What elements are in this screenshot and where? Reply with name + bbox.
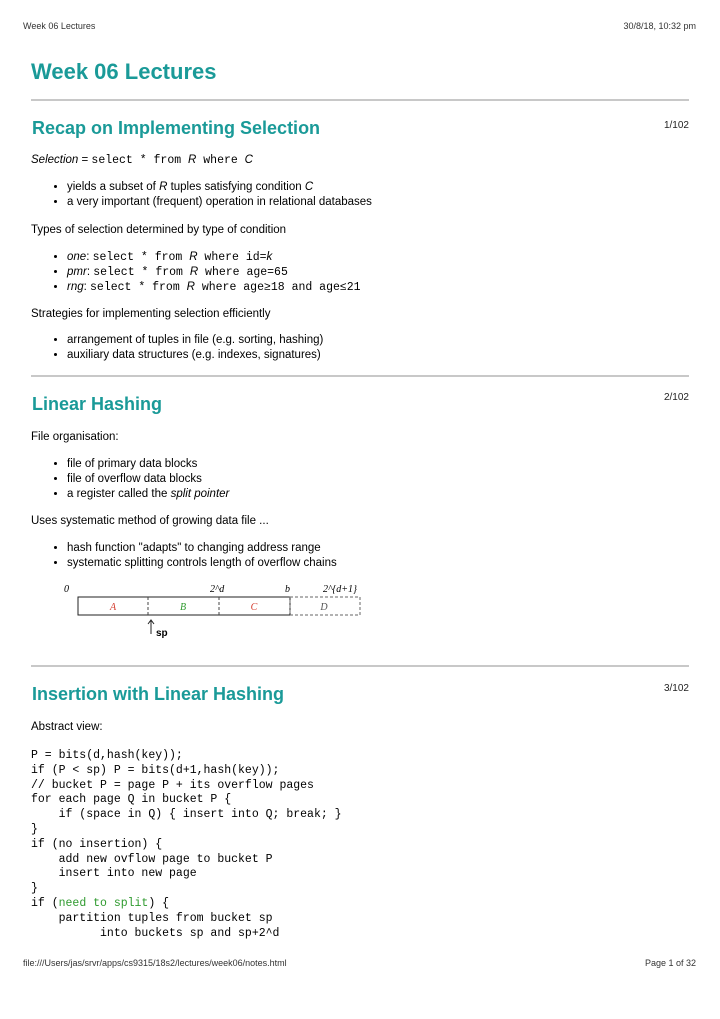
code-fragment: if ( [31,896,59,910]
equals: = [78,154,92,166]
type-name: rng [67,281,84,293]
footer-path: file:///Users/jas/srvr/apps/cs9315/18s2/lectures/week06/notes.html [23,958,287,968]
colon: : [83,281,91,293]
selection-definition [31,153,253,168]
code-line: } [31,882,38,896]
code-line: partition tuples from bucket sp [31,911,273,925]
list-item [67,280,361,295]
slide-number: 1/102 [663,120,689,131]
header-left: Week 06 Lectures [23,21,96,31]
colon: : [86,266,94,278]
selection-label: Selection [31,154,79,166]
split-condition: need to split [58,896,149,910]
list-item: • file of primary data blocks [67,457,229,472]
block-d: D [320,602,328,613]
growth-list [31,541,337,571]
code-fragment: select * from [90,281,187,294]
condition-var: C [304,181,314,193]
code-fragment: ) { [148,896,170,910]
selection-bullets [31,180,372,210]
strategies-intro: Strategies for implementing selection efficiently [31,308,271,320]
type-name: pmr [67,266,87,278]
list-item: • a very important (frequent) operation in relational databases [67,195,372,210]
code-line: } [31,822,38,836]
type-name: one [67,251,87,263]
label-2-pow-d-plus-1: 2^{d+1} [323,584,357,595]
org-intro: File organisation: [31,431,119,443]
text: yields a subset of [67,181,160,193]
insertion-code-block [31,749,342,941]
growth-intro: Uses systematic method of growing data file ... [31,515,269,527]
linear-hashing-diagram [60,580,370,642]
code-line: into buckets sp and sp+2^d [31,926,280,940]
relation-var: R [186,281,195,293]
list-item: • arrangement of tuples in file (e.g. sorting, hashing) [67,333,323,348]
relation-var: R [189,251,198,263]
divider [31,665,689,667]
code-line: if (no insertion) { [31,837,163,851]
label-b: b [285,584,290,595]
code-fragment: select * from [93,266,190,279]
text: tuples satisfying condition [167,181,305,193]
code-fragment: select * from [92,251,190,264]
text: a register called the [67,488,171,500]
relation-var: R [188,154,197,166]
key-var: k [266,251,273,263]
relation-var: R [189,266,199,278]
code-line: add new ovflow page to bucket P [31,852,273,866]
slide-number: 2/102 [663,392,689,403]
code-fragment: where id= [197,251,267,264]
strategies-list [31,333,323,363]
condition-var: C [244,154,253,166]
label-zero: 0 [64,584,69,595]
section-title-linear-hashing: Linear Hashing [32,394,163,414]
code-line: for each page Q in bucket P { [31,793,232,807]
list-item: • hash function "adapts" to changing address range [67,541,337,556]
abstract-intro: Abstract view: [31,721,103,733]
split-pointer-term: split pointer [170,488,230,500]
divider [31,99,689,101]
split-pointer-label: sp [156,628,168,639]
code-line: insert into new page [31,867,197,881]
block-a: A [109,602,117,613]
types-intro: Types of selection determined by type of condition [31,224,287,236]
org-list [31,457,229,502]
list-item: • file of overflow data blocks [67,472,229,487]
divider [31,375,689,377]
header-right: 30/8/18, 10:32 pm [623,21,696,31]
code-fragment: where age=65 [198,266,288,279]
list-item [67,180,372,195]
selection-types [31,250,361,295]
label-2-pow-d: 2^d [210,584,225,595]
code-line: if (space in Q) { insert into Q; break; } [31,808,342,822]
block-b: B [179,602,187,613]
section-title-insertion: Insertion with Linear Hashing [32,684,285,704]
list-item: • auxiliary data structures (e.g. indexes, signatures) [67,348,323,363]
colon: : [86,251,93,263]
list-item: • systematic splitting controls length of overflow chains [67,556,337,571]
code-fragment: select * from [91,154,189,167]
code-fragment: where [196,154,245,167]
slide-number: 3/102 [663,683,689,694]
block-c: C [250,602,258,613]
page-title: Week 06 Lectures [31,59,217,84]
footer-page: Page 1 of 32 [644,958,696,968]
code-line: // bucket P = page P + its overflow pages [31,778,314,792]
section-title-recap: Recap on Implementing Selection [32,118,321,138]
list-item [67,265,361,280]
list-item [67,250,361,265]
code-line: P = bits(d,hash(key)); [31,749,183,762]
relation-var: R [159,181,168,193]
code-fragment: where age≥18 and age≤21 [194,281,361,294]
code-line: if (P < sp) P = bits(d+1,hash(key)); [31,763,280,777]
list-item [67,487,229,502]
